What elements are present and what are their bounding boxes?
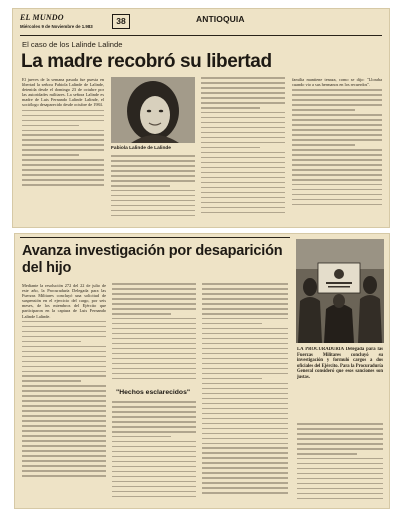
article-column-1 [22,77,104,223]
masthead [20,13,382,33]
kicker: El caso de los Lalinde Lalinde [22,40,123,49]
newspaper-clipping-top [12,8,390,228]
section-label: ANTIOQUIA [196,14,245,24]
newspaper-clipping-bottom [14,233,390,509]
article-column-4 [292,77,382,223]
article-column-1-text: Mediante la resolución 272 del 22 de julio de este año, la Procuraduría Delegada para las Fuerzas Militares concluyó una solicitud de suspensión en el ejercicio del cargo, por seis meses, de los miembros del Ejército que participaron en la captura de Luis Fernando Lalinde Lalinde. [22,283,106,319]
illegible-text [22,110,104,190]
portrait-image [111,77,195,143]
headline: Avanza investigación por desaparición del hijo [22,243,283,276]
page-number: 38 [116,16,126,26]
article-column-3 [201,77,285,223]
photo-caption-text: LA PROCURADURIA Delegada para las Fuerzas Militares concluyó su investigación y formuló cargos a dos oficiales del Ejército. Para la Procuraduría General consideró que esos sanciones son justas. [297,347,383,380]
photo-caption: Fabiola Lalinde de Lalinde [111,146,171,151]
article-column-4 [297,423,383,503]
illegible-text [22,321,106,481]
article-column-2-continued [112,401,196,503]
issue-date: Miércoles 9 de Noviembre de 1.983 [20,24,93,29]
article-column-1-text: El jueves de la semana pasada fue puesta en libertad la señora Fabiola Lalinde de Lalinde, detenida desde el domingo 23 de octubre por las autoridades militares. La señora Lalinde es madre de Luis Fernando Lalinde Lalinde, el sociólogo desaparecido desde octubre de 1984. [22,77,104,108]
illegible-text [292,89,382,209]
article-column-1 [22,283,106,503]
page-number-box [112,14,130,29]
article-column-2 [112,283,196,383]
article-column-3 [202,283,288,503]
top-rule [20,237,290,238]
protest-image [296,239,384,343]
newspaper-logo: EL MUNDO [20,13,64,22]
photo-caption [297,347,383,417]
headline: La madre recobró su libertad [21,51,272,72]
subhead: "Hechos esclarecidos" [116,389,191,396]
portrait-photo [111,77,195,143]
article-column-2 [111,155,195,223]
article-column-4-text: familia mantiene tenaza, como se dijo: "Lloraba cuando vio a sus hermanos en los recuerdos". [292,77,382,88]
masthead-rule [20,35,382,36]
protest-photo [296,239,384,343]
